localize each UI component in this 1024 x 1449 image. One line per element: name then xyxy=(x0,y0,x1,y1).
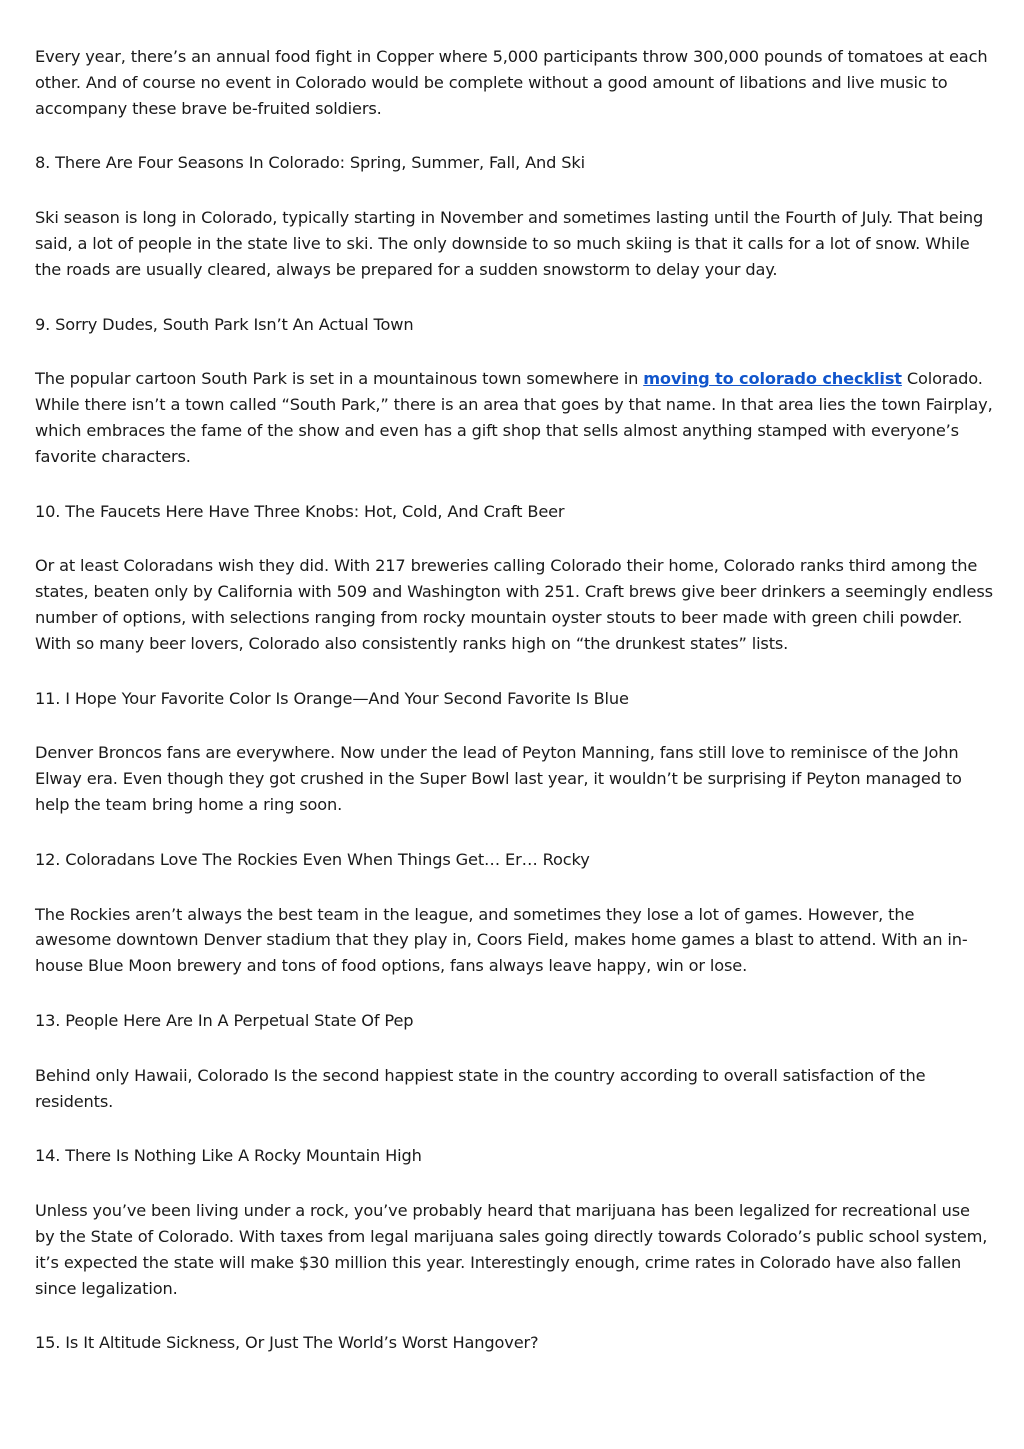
intro-paragraph: Every year, there’s an annual food fight in Copper where 5,000 participants throw 300,000 pounds of tomatoes at each other. And of course no event in Colorado would be complete without a good amount of libations and live music to accompany these brave be-fruited soldiers. xyxy=(35,47,988,118)
moving-to-colorado-checklist-link[interactable]: moving to colorado checklist xyxy=(643,369,902,389)
section-13-heading: 13. People Here Are In A Perpetual State Of Pep xyxy=(35,1010,414,1030)
section-14-paragraph: Unless you’ve been living under a rock, you’ve probably heard that marijuana has been legalized for recreational use by the State of Colorado. With taxes from legal marijuana sales going directly towards Colorado’s public school system, it’s expected the state will make $30 million this year. Interestingly enough, crime rates in Colorado have also fallen since legalization. xyxy=(35,1201,988,1298)
section-13-paragraph: Behind only Hawaii, Colorado Is the second happiest state in the country according to overall satisfaction of the residents. xyxy=(35,1065,926,1111)
document-body xyxy=(35,44,993,1385)
section-9-text-after: Colorado. While there isn’t a town called “South Park,” there is an area that goes by that name. In that area lies the town Fairplay, which embraces the fame of the show and even has a gift shop that sells almost anything stamped with everyone’s favorite characters. xyxy=(35,369,993,466)
section-15-heading: 15. Is It Altitude Sickness, Or Just The World’s Worst Hangover? xyxy=(35,1333,539,1353)
section-9-paragraph xyxy=(35,366,993,469)
section-8-paragraph: Ski season is long in Colorado, typically starting in November and sometimes lasting until the Fourth of July. That being said, a lot of people in the state live to ski. The only downside to so much skiing is that it calls for a lot of snow. While the roads are usually cleared, always be prepared for a sudden snowstorm to delay your day. xyxy=(35,208,984,279)
section-11-heading: 11. I Hope Your Favorite Color Is Orange—And Your Second Favorite Is Blue xyxy=(35,688,629,708)
section-9-text-before: The popular cartoon South Park is set in a mountainous town somewhere in xyxy=(35,369,644,389)
section-8-heading: 8. There Are Four Seasons In Colorado: Spring, Summer, Fall, And Ski xyxy=(35,153,585,173)
section-9-heading: 9. Sorry Dudes, South Park Isn’t An Actual Town xyxy=(35,314,414,334)
section-12-heading: 12. Coloradans Love The Rockies Even When Things Get… Er… Rocky xyxy=(35,849,590,869)
section-14-heading: 14. There Is Nothing Like A Rocky Mountain High xyxy=(35,1146,422,1166)
section-10-paragraph: Or at least Coloradans wish they did. With 217 breweries calling Colorado their home, Colorado ranks third among the states, beaten only by California with 509 and Washington with 251. Craft brews give beer drinkers a seemingly endless number of options, with selections ranging from rocky mountain oyster stouts to beer made with green chili powder. With so many beer lovers, Colorado also consistently ranks high on “the drunkest states” lists. xyxy=(35,556,993,653)
section-11-paragraph: Denver Broncos fans are everywhere. Now under the lead of Peyton Manning, fans still love to reminisce of the John Elway era. Even though they got crushed in the Super Bowl last year, it wouldn’t be surprising if Peyton managed to help the team bring home a ring soon. xyxy=(35,743,962,814)
section-10-heading: 10. The Faucets Here Have Three Knobs: Hot, Cold, And Craft Beer xyxy=(35,501,565,521)
section-12-paragraph: The Rockies aren’t always the best team in the league, and sometimes they lose a lot of games. However, the awesome downtown Denver stadium that they play in, Coors Field, makes home games a blast to attend. With an in-house Blue Moon brewery and tons of food options, fans always leave happy, win or lose. xyxy=(35,904,968,976)
